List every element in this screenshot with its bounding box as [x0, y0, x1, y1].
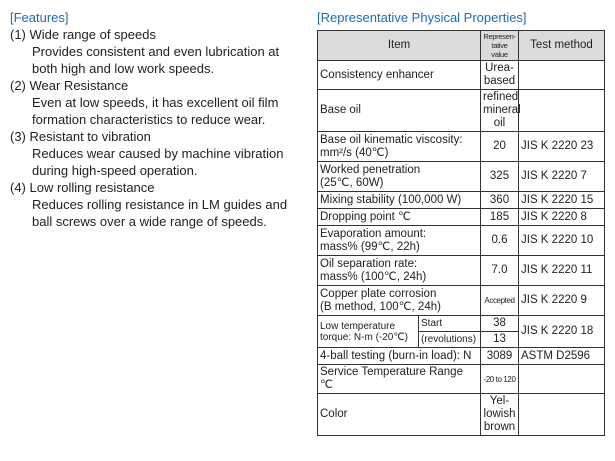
- row-item-line: (B method, 100℃, 24h): [320, 300, 441, 313]
- row-value: 0.6: [481, 226, 519, 256]
- feature-1: [10, 26, 308, 77]
- row-item: [318, 286, 481, 316]
- row-value-line: oil: [493, 117, 506, 129]
- table-row: [318, 256, 605, 286]
- row-value: [481, 61, 519, 90]
- table-row: [318, 394, 605, 436]
- table-row: [318, 209, 605, 226]
- torque-start-label: Start: [419, 316, 481, 332]
- row-method: JIS K 2220 9: [519, 286, 605, 316]
- row-value-line: Urea-: [485, 62, 514, 74]
- table-row: [318, 365, 605, 394]
- row-value-line: refined: [483, 91, 519, 103]
- row-value-line: based: [483, 75, 516, 87]
- row-method: ASTM D2596: [519, 348, 605, 365]
- feature-3-line-2: during high-speed operation.: [32, 163, 198, 178]
- row-value-line: lowish: [483, 408, 516, 420]
- header-value: [481, 31, 519, 61]
- row-item-line: Evaporation amount:: [320, 227, 427, 240]
- properties-table: [317, 30, 605, 436]
- row-method: [519, 394, 605, 436]
- row-item: [318, 162, 481, 192]
- row-value: [481, 90, 519, 132]
- row-item: Base oil: [318, 90, 481, 132]
- row-method: [519, 90, 605, 132]
- row-item-line: Worked penetration: [320, 163, 421, 176]
- row-value: 360: [481, 192, 519, 209]
- row-item: Service Temperature Range ℃: [318, 365, 481, 394]
- row-item-line: mass% (99℃, 22h): [320, 240, 420, 253]
- table-row: [318, 226, 605, 256]
- table-row: [318, 61, 605, 90]
- row-method: [519, 365, 605, 394]
- feature-3: [10, 128, 308, 179]
- row-item-line: Oil separation rate:: [320, 257, 418, 270]
- row-item-torque: [318, 316, 419, 348]
- row-item-line: Low temperature: [320, 320, 396, 332]
- row-item-line: mass% (100℃, 24h): [320, 270, 427, 283]
- table-row: [318, 192, 605, 209]
- row-method: JIS K 2220 8: [519, 209, 605, 226]
- feature-4-title: (4) Low rolling resistance: [10, 180, 155, 195]
- feature-1-title: (1) Wide range of speeds: [10, 27, 156, 42]
- row-value: Accepted: [481, 286, 519, 316]
- torque-rev-label: (revolutions): [419, 332, 481, 348]
- header-item: Item: [318, 31, 481, 61]
- feature-4-line-2: ball screws over a wide range of speeds.: [32, 214, 267, 229]
- row-item-line: Base oil kinematic viscosity:: [320, 133, 463, 146]
- header-value-line-1: Represen-: [483, 32, 516, 41]
- row-item-line: torque: N-m (-20℃): [320, 331, 408, 343]
- features-section: [10, 9, 308, 230]
- table-header-row: [318, 31, 605, 61]
- feature-4: [10, 179, 308, 230]
- row-value-line: mineral: [483, 104, 521, 116]
- row-value: 3089: [481, 348, 519, 365]
- row-method: JIS K 2220 11: [519, 256, 605, 286]
- table-row-torque-start: [318, 316, 605, 332]
- feature-1-line-1: Provides consistent and even lubrication at: [32, 44, 280, 59]
- table-row: [318, 162, 605, 192]
- row-method: JIS K 2220 7: [519, 162, 605, 192]
- row-item: Mixing stability (100,000 W): [318, 192, 481, 209]
- table-row: [318, 348, 605, 365]
- row-value-line: Yel-: [489, 395, 510, 407]
- row-value: 20: [481, 132, 519, 162]
- row-value: 185: [481, 209, 519, 226]
- header-test-method: Test method: [519, 31, 605, 61]
- features-heading: [Features]: [10, 10, 69, 25]
- properties-heading: [Representative Physical Properties]: [317, 10, 527, 25]
- feature-1-line-2: both high and low work speeds.: [32, 61, 215, 76]
- feature-2-line-1: Even at low speeds, it has excellent oil film: [32, 95, 279, 110]
- row-item: [318, 132, 481, 162]
- table-row: [318, 132, 605, 162]
- row-item-line: mm²/s (40℃): [320, 146, 389, 159]
- row-method: [519, 61, 605, 90]
- row-method: JIS K 2220 10: [519, 226, 605, 256]
- table-row: [318, 90, 605, 132]
- row-value: 325: [481, 162, 519, 192]
- row-item: [318, 256, 481, 286]
- row-item: Color: [318, 394, 481, 436]
- row-item: 4-ball testing (burn-in load): N: [318, 348, 481, 365]
- feature-4-line-1: Reduces rolling resistance in LM guides and: [32, 197, 288, 212]
- row-method: JIS K 2220 23: [519, 132, 605, 162]
- table-row: [318, 286, 605, 316]
- row-item-line: (25℃, 60W): [320, 176, 384, 189]
- torque-start-value: 38: [481, 316, 519, 332]
- feature-2-title: (2) Wear Resistance: [10, 78, 129, 93]
- feature-2-line-2: formation characteristics to reduce wear.: [32, 112, 266, 127]
- feature-2: [10, 77, 308, 128]
- row-value: -20 to 120: [481, 365, 519, 394]
- row-value: [481, 394, 519, 436]
- row-item-line: Copper plate corrosion: [320, 287, 437, 300]
- row-value: 7.0: [481, 256, 519, 286]
- row-method: JIS K 2220 18: [519, 316, 605, 348]
- header-value-line-2: tative value: [491, 41, 508, 59]
- row-item: [318, 226, 481, 256]
- feature-3-line-1: Reduces wear caused by machine vibration: [32, 146, 284, 161]
- row-method: JIS K 2220 15: [519, 192, 605, 209]
- row-value-line: brown: [483, 421, 516, 433]
- row-item: Consistency enhancer: [318, 61, 481, 90]
- feature-3-title: (3) Resistant to vibration: [10, 129, 151, 144]
- properties-section: [317, 9, 607, 436]
- row-item: Dropping point ℃: [318, 209, 481, 226]
- torque-rev-value: 13: [481, 332, 519, 348]
